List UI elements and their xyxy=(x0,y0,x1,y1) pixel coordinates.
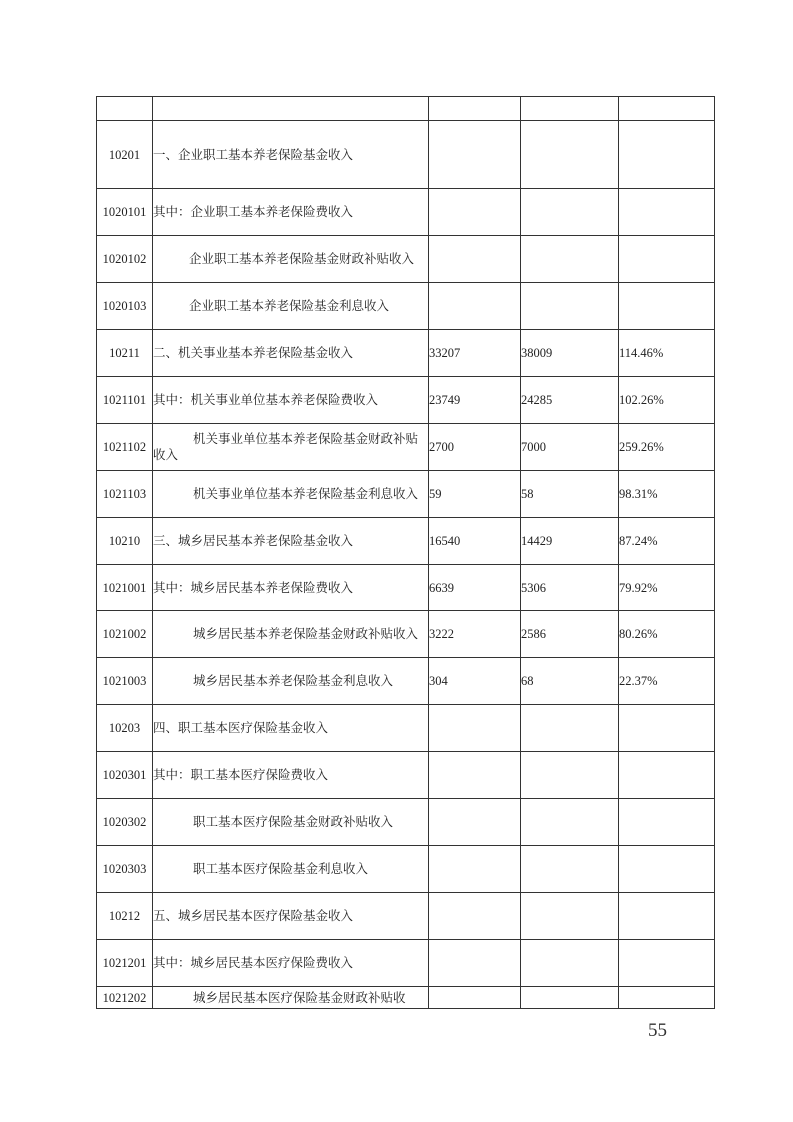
table-row xyxy=(97,121,715,189)
row-code-text: 1020102 xyxy=(102,252,147,266)
row-ratio xyxy=(619,987,715,1009)
row-code-text: 10201 xyxy=(108,147,141,162)
row-value-current xyxy=(521,189,619,236)
row-item-name-text: 一、企业职工基本养老保险基金收入 xyxy=(153,146,354,162)
row-code-text: 1021002 xyxy=(102,627,147,641)
row-value-prior xyxy=(429,518,521,565)
row-code-text: 1021102 xyxy=(102,440,147,454)
row-value-prior xyxy=(429,752,521,799)
row-value-prior xyxy=(429,846,521,893)
row-value-prior-text: 2700 xyxy=(429,440,454,454)
row-code-text: 10212 xyxy=(108,909,141,923)
page-number: 55 xyxy=(648,1020,667,1041)
row-item-name xyxy=(153,330,429,377)
row-ratio xyxy=(619,565,715,611)
row-code xyxy=(97,121,153,189)
row-code-text: 1020302 xyxy=(102,815,147,829)
row-item-name xyxy=(153,940,429,987)
row-value-current-text: 38009 xyxy=(521,346,553,360)
row-item-name xyxy=(153,377,429,424)
row-item-name-text: 其中：机关事业单位基本养老保险费收入 xyxy=(153,392,379,407)
row-item-name xyxy=(153,565,429,611)
row-code xyxy=(97,940,153,987)
row-code xyxy=(97,705,153,752)
table-row xyxy=(97,799,715,846)
row-code xyxy=(97,893,153,940)
row-value-prior xyxy=(429,283,521,330)
row-item-name-text: 机关事业单位基本养老保险基金财政补贴收入 xyxy=(153,431,419,462)
row-value-current xyxy=(521,987,619,1009)
row-value-current xyxy=(521,471,619,518)
row-code xyxy=(97,846,153,893)
row-ratio-text: 80.26% xyxy=(619,627,658,641)
row-ratio-text: 22.37% xyxy=(619,674,658,688)
table-row xyxy=(97,236,715,283)
row-code xyxy=(97,565,153,611)
row-item-name xyxy=(153,799,429,846)
row-item-name-text: 职工基本医疗保险基金利息收入 xyxy=(193,861,369,876)
row-value-prior-text: 6639 xyxy=(429,580,454,595)
row-value-current xyxy=(521,893,619,940)
table-row xyxy=(97,987,715,1009)
row-code xyxy=(97,236,153,283)
row-value-current xyxy=(521,705,619,752)
row-value-current-text: 24285 xyxy=(521,393,553,407)
row-item-name xyxy=(153,518,429,565)
row-ratio xyxy=(619,330,715,377)
row-item-name xyxy=(153,658,429,705)
row-item-name-text: 其中：城乡居民基本医疗保险费收入 xyxy=(153,955,354,970)
row-item-name xyxy=(153,893,429,940)
row-value-prior-text: 16540 xyxy=(429,534,461,548)
row-code xyxy=(97,799,153,846)
row-item-name-text: 五、城乡居民基本医疗保险基金收入 xyxy=(153,908,354,923)
row-ratio-text: 98.31% xyxy=(619,487,658,501)
row-ratio xyxy=(619,752,715,799)
row-code-text: 1021202 xyxy=(102,990,147,1005)
row-code xyxy=(97,611,153,658)
row-ratio xyxy=(619,846,715,893)
row-value-prior xyxy=(429,189,521,236)
row-item-name xyxy=(153,283,429,330)
header-cell xyxy=(521,97,619,121)
row-item-name-text: 企业职工基本养老保险基金财政补贴收入 xyxy=(189,251,415,266)
row-value-current-text: 7000 xyxy=(521,440,546,454)
header-cell xyxy=(619,97,715,121)
row-value-prior-text: 23749 xyxy=(429,393,461,407)
row-code-text: 1020301 xyxy=(102,768,147,782)
row-item-name-text: 二、机关事业基本养老保险基金收入 xyxy=(153,345,354,360)
row-item-name xyxy=(153,752,429,799)
row-value-prior xyxy=(429,987,521,1009)
row-value-current xyxy=(521,377,619,424)
header-cell xyxy=(429,97,521,121)
table-row xyxy=(97,518,715,565)
row-item-name-text: 其中：企业职工基本养老保险费收入 xyxy=(153,204,354,219)
table-row xyxy=(97,705,715,752)
row-code xyxy=(97,518,153,565)
row-ratio xyxy=(619,518,715,565)
row-code xyxy=(97,283,153,330)
row-value-current-text: 5306 xyxy=(521,580,546,595)
row-value-current xyxy=(521,658,619,705)
row-value-prior xyxy=(429,121,521,189)
row-code xyxy=(97,752,153,799)
fund-revenue-table xyxy=(96,96,715,1009)
row-code xyxy=(97,424,153,471)
row-value-current xyxy=(521,424,619,471)
table-row xyxy=(97,189,715,236)
row-item-name-text: 其中：城乡居民基本养老保险费收入 xyxy=(153,579,354,595)
row-value-prior xyxy=(429,471,521,518)
row-code-text: 10210 xyxy=(108,534,141,548)
row-value-prior xyxy=(429,377,521,424)
row-ratio xyxy=(619,189,715,236)
row-item-name-text: 企业职工基本养老保险基金利息收入 xyxy=(189,298,390,313)
row-item-name-text: 其中：职工基本医疗保险费收入 xyxy=(153,767,329,782)
table-row xyxy=(97,330,715,377)
row-value-prior xyxy=(429,658,521,705)
row-value-current xyxy=(521,846,619,893)
row-ratio-text: 114.46% xyxy=(619,346,664,360)
row-value-current xyxy=(521,121,619,189)
row-value-prior xyxy=(429,565,521,611)
row-item-name-text: 三、城乡居民基本养老保险基金收入 xyxy=(153,533,354,548)
row-item-name xyxy=(153,189,429,236)
row-ratio xyxy=(619,705,715,752)
row-code-text: 10211 xyxy=(109,346,140,360)
row-item-name-text: 城乡居民基本养老保险基金财政补贴收入 xyxy=(193,626,419,641)
table-row xyxy=(97,565,715,611)
row-ratio-text: 87.24% xyxy=(619,534,658,548)
row-ratio xyxy=(619,893,715,940)
row-value-current xyxy=(521,940,619,987)
row-item-name-text: 城乡居民基本医疗保险基金财政补贴收 xyxy=(193,989,406,1005)
row-code xyxy=(97,189,153,236)
row-code-text: 1021101 xyxy=(102,393,147,407)
row-code-text: 1020303 xyxy=(102,862,147,876)
row-item-name-text: 四、职工基本医疗保险基金收入 xyxy=(153,720,329,735)
row-value-prior xyxy=(429,330,521,377)
table-row xyxy=(97,283,715,330)
row-value-current-text: 58 xyxy=(521,487,534,501)
row-value-prior-text: 304 xyxy=(429,674,448,688)
row-item-name xyxy=(153,705,429,752)
row-value-prior xyxy=(429,799,521,846)
row-ratio xyxy=(619,424,715,471)
row-code-text: 1020103 xyxy=(102,299,147,313)
row-value-current xyxy=(521,518,619,565)
row-value-current xyxy=(521,330,619,377)
row-ratio-text: 259.26% xyxy=(619,440,664,454)
row-value-current-text: 2586 xyxy=(521,627,546,641)
row-value-prior xyxy=(429,893,521,940)
row-value-current xyxy=(521,799,619,846)
row-value-current xyxy=(521,611,619,658)
row-value-prior xyxy=(429,940,521,987)
row-ratio xyxy=(619,611,715,658)
table-row xyxy=(97,377,715,424)
row-ratio xyxy=(619,236,715,283)
row-code-text: 1021201 xyxy=(102,956,147,970)
row-item-name xyxy=(153,987,429,1009)
row-code-text: 1021103 xyxy=(102,487,147,501)
row-ratio-text: 79.92% xyxy=(619,580,658,595)
row-value-current xyxy=(521,283,619,330)
row-value-prior xyxy=(429,424,521,471)
row-ratio xyxy=(619,121,715,189)
row-item-name xyxy=(153,471,429,518)
row-code-text: 10203 xyxy=(108,721,141,735)
table-row xyxy=(97,846,715,893)
table-row xyxy=(97,752,715,799)
row-value-prior xyxy=(429,705,521,752)
row-code xyxy=(97,377,153,424)
row-value-current xyxy=(521,565,619,611)
row-ratio-text: 102.26% xyxy=(619,393,664,407)
row-ratio xyxy=(619,283,715,330)
row-value-prior xyxy=(429,236,521,283)
row-code xyxy=(97,987,153,1009)
table-row xyxy=(97,893,715,940)
row-item-name xyxy=(153,121,429,189)
row-value-current-text: 14429 xyxy=(521,534,553,548)
row-ratio xyxy=(619,940,715,987)
row-ratio xyxy=(619,799,715,846)
row-ratio xyxy=(619,377,715,424)
header-cell xyxy=(153,97,429,121)
row-item-name xyxy=(153,424,429,471)
row-item-name xyxy=(153,611,429,658)
row-value-current xyxy=(521,752,619,799)
row-code xyxy=(97,658,153,705)
row-value-prior-text: 3222 xyxy=(429,627,454,641)
header-cell xyxy=(97,97,153,121)
row-item-name xyxy=(153,846,429,893)
row-value-prior xyxy=(429,611,521,658)
row-code xyxy=(97,330,153,377)
row-code xyxy=(97,471,153,518)
table-row xyxy=(97,658,715,705)
row-value-current xyxy=(521,236,619,283)
row-value-current-text: 68 xyxy=(521,674,534,688)
table-header-row xyxy=(97,97,715,121)
row-code-text: 1021001 xyxy=(102,580,147,595)
row-item-name-text: 职工基本医疗保险基金财政补贴收入 xyxy=(193,814,394,829)
table-row xyxy=(97,471,715,518)
table-row xyxy=(97,611,715,658)
table-row xyxy=(97,424,715,471)
row-code-text: 1021003 xyxy=(102,674,147,688)
row-code-text: 1020101 xyxy=(102,205,147,219)
row-item-name-text: 机关事业单位基本养老保险基金利息收入 xyxy=(193,486,419,501)
row-value-prior-text: 33207 xyxy=(429,346,461,360)
row-item-name xyxy=(153,236,429,283)
row-value-prior-text: 59 xyxy=(429,487,442,501)
row-ratio xyxy=(619,658,715,705)
row-ratio xyxy=(619,471,715,518)
row-item-name-text: 城乡居民基本养老保险基金利息收入 xyxy=(193,673,394,688)
table-row xyxy=(97,940,715,987)
